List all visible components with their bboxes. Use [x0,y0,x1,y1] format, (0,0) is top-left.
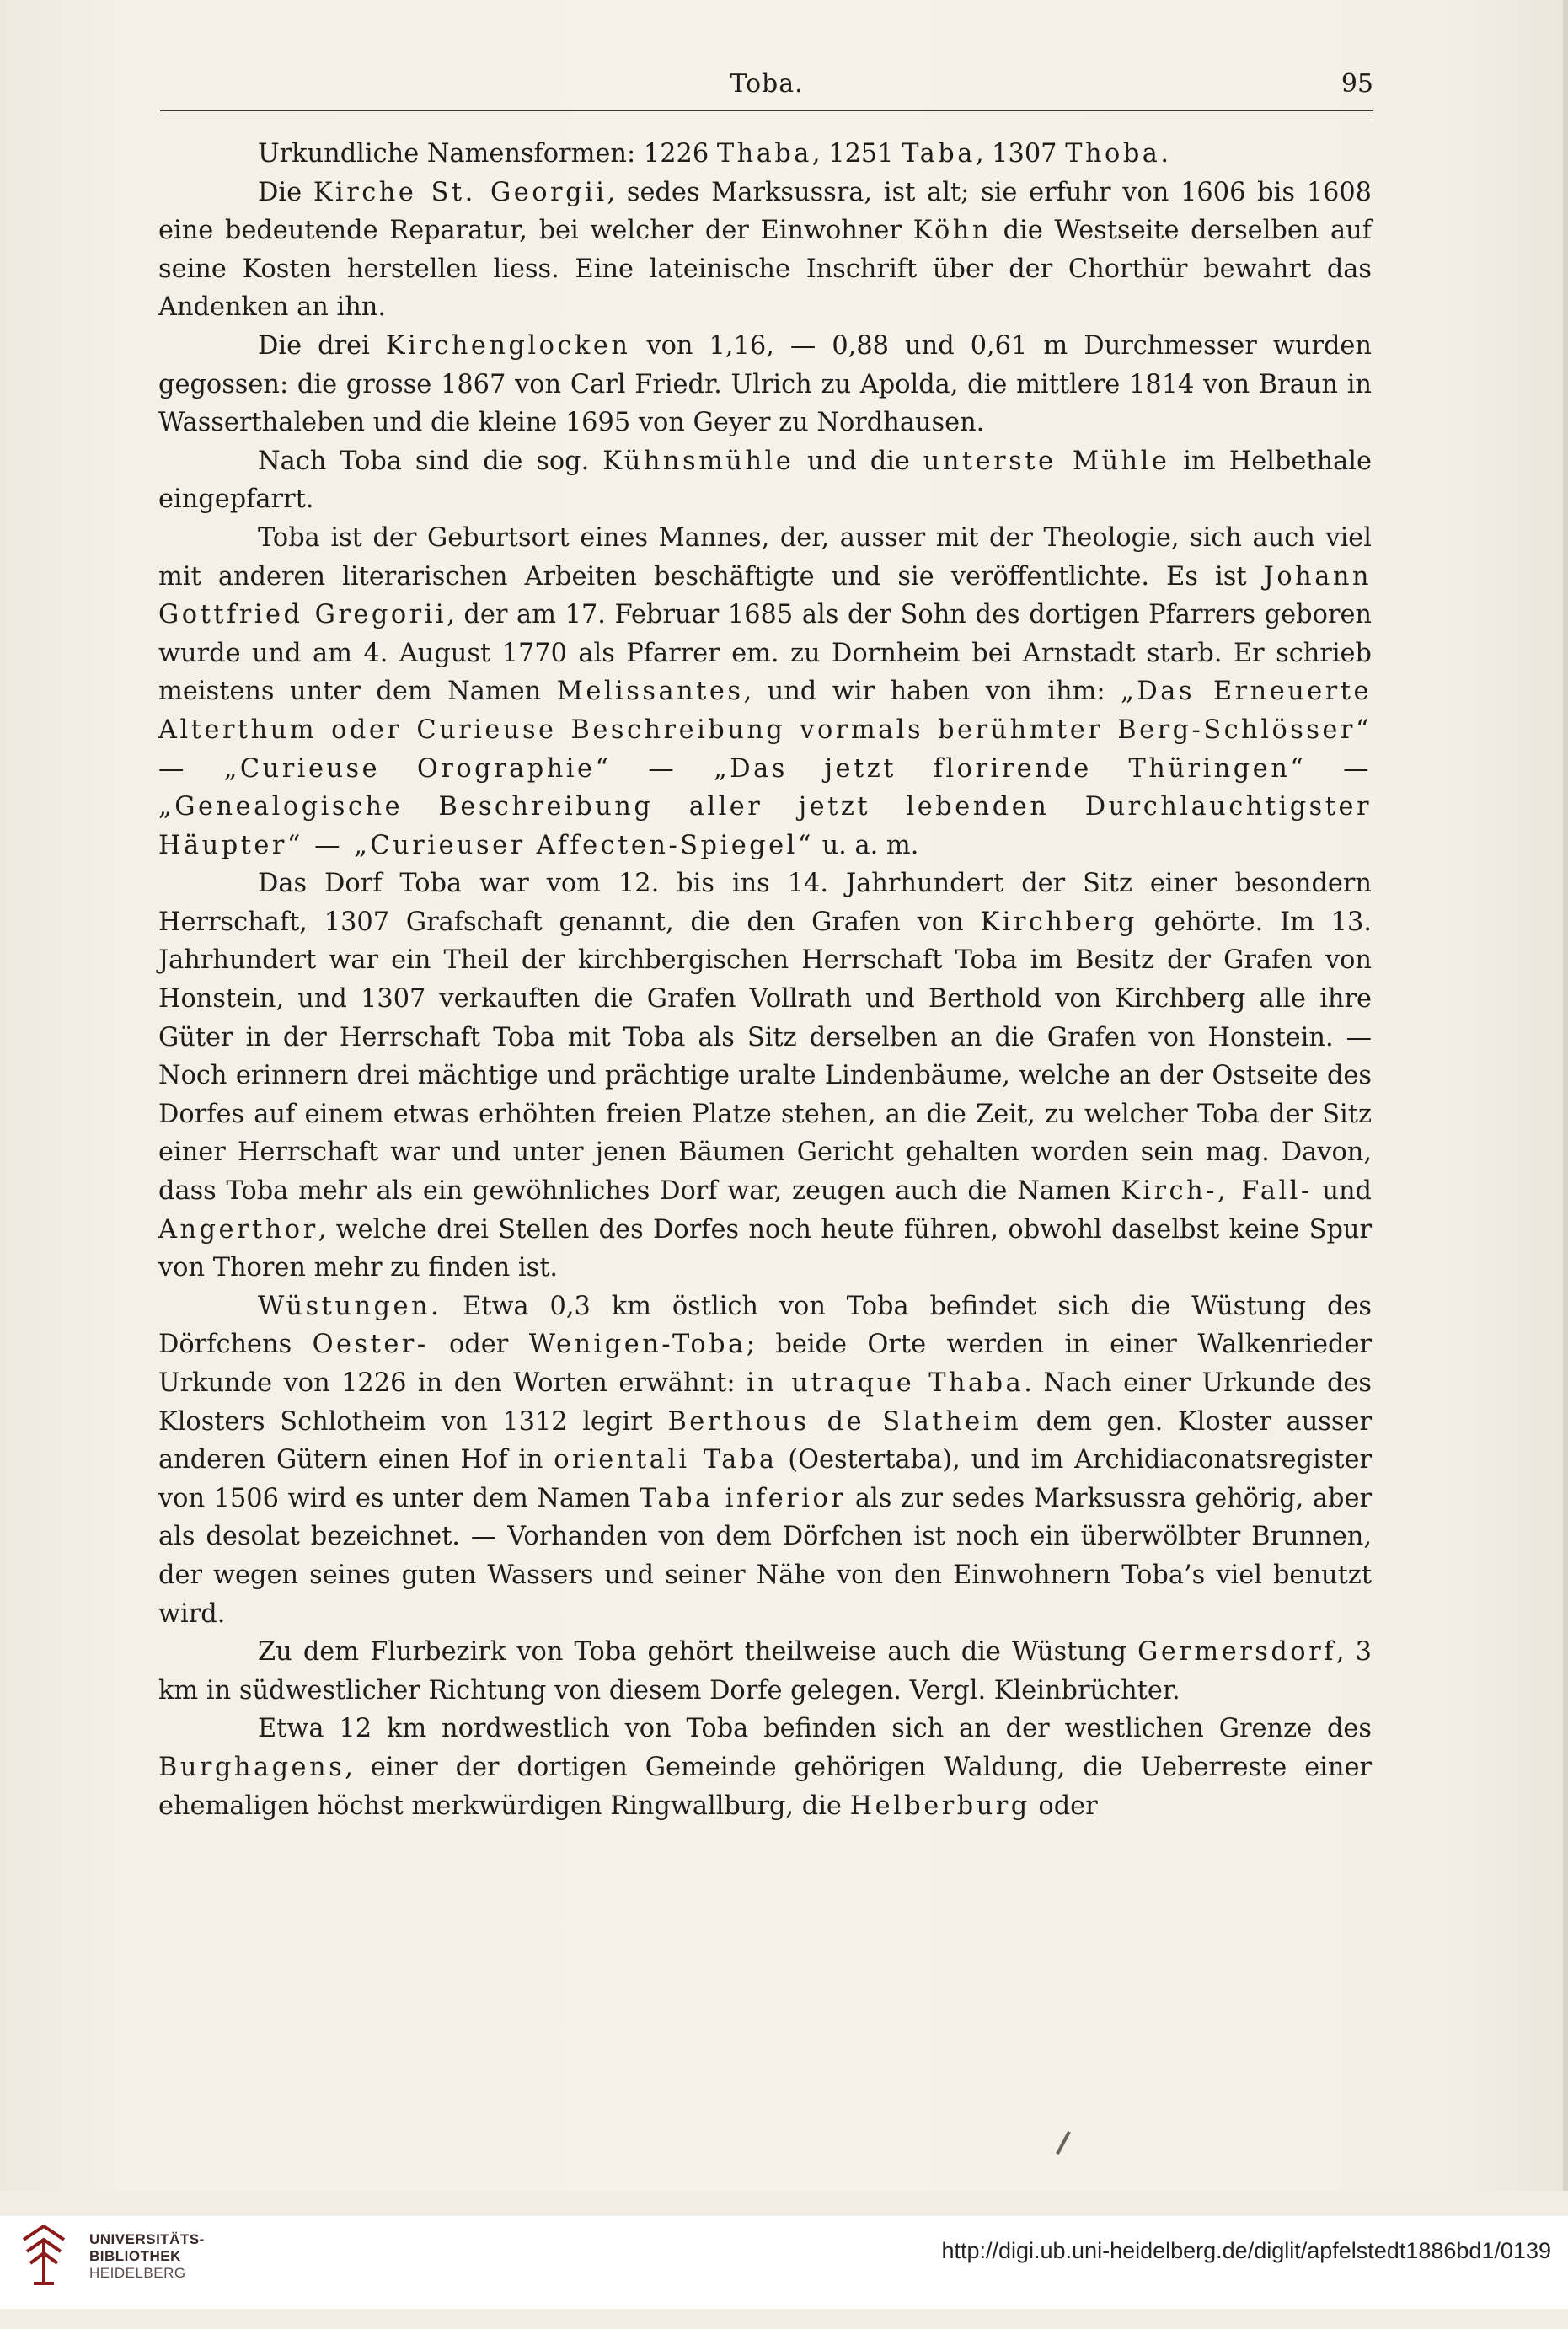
spaced-emphasis-text: Köhn [912,216,992,246]
paragraph [158,1710,1372,1825]
spaced-emphasis-text: Taba inferior [640,1483,847,1513]
text-run: im Helbethale eingepfarrt. [158,446,1372,515]
digitization-footer [0,2216,1568,2309]
text-run: Das Dorf Toba war vom 12. bis ins 14. Jahrhundert der Sitz einer besondern Herrschaft, 1307 Grafschaft genannt, die den Grafen von [158,869,1372,937]
stray-pencil-mark [1056,2131,1071,2155]
paragraph [158,1633,1372,1710]
text-run: , der am 17. Februar 1685 als der Sohn des dortigen Pfarrers geboren wurde und am 4. August 1770 als Pfarrer em. zu Dornheim bei Arnstadt starb. Er schrieb meistens unter dem Namen [158,600,1372,707]
ub-heidelberg-logo-icon [19,2223,69,2287]
paragraph [158,519,1372,865]
spaced-emphasis-text: Melissantes [556,677,744,707]
text-run: , 1251 [811,139,902,169]
paragraph [158,865,1372,1288]
page-number: 95 [1341,69,1373,99]
text-run: ; beide Orte werden in einer Walkenrieder Urkunde von 1226 in den Worten erwähnt: [158,1330,1372,1398]
spaced-emphasis-text: Thaba [716,139,812,169]
library-line-2: BIBLIOTHEK [89,2248,181,2264]
page-edge [1563,0,1568,2191]
text-run: , sedes Marksussra, ist alt; sie erfuhr von 1606 bis 1608 eine bedeutende Reparatur, bei welcher der Einwohner [158,177,1372,246]
paragraph [158,327,1372,442]
text-run: als zur sedes Marksussra gehörig, aber als desolat bezeichnet. — Vorhanden von dem Dörfchen ist noch ein überwölbter Brunnen, der wegen seines guten Wassers und seiner Nähe von den Einwohnern Toba’s viel benutzt wird. [158,1483,1373,1629]
text-run: (Oestertaba), und im Archidiaconatsregister von 1506 wird es unter dem Namen [158,1445,1372,1513]
spaced-emphasis-text: Kühnsmühle [602,446,795,476]
text-run: Nach Toba sind die sog. [258,446,603,476]
spaced-emphasis-text: unterste Mühle [923,446,1170,476]
paragraph [158,442,1372,519]
source-url-link[interactable]: http://digi.ub.uni-heidelberg.de/diglit/apfelstedt1886bd1/0139 [941,2238,1551,2263]
text-run: Zu dem Flurbezirk von Toba gehört theilweise auch die Wüstung [258,1637,1138,1668]
text-run: , einer der dortigen Gemeinde gehörigen Waldung, die Ueberreste einer ehemaligen höchst merkwürdigen Ringwallburg, die [158,1752,1372,1821]
text-run: Toba ist der Geburtsort eines Mannes, der, ausser mit der Theologie, sich auch viel mit anderen literarischen Arbeiten beschäftigte und sie veröffentlichte. Es ist [158,522,1372,592]
spaced-emphasis-text: Kirche St. Georgii [313,177,607,207]
body-text [158,135,1372,1825]
spaced-emphasis-text: Berthous de Slatheim [667,1406,1022,1437]
spaced-emphasis-text: Kirchberg [980,907,1137,937]
paragraph [158,135,1372,174]
spaced-emphasis-text: Thoba [1065,139,1161,169]
text-run: die Westseite derselben auf seine Kosten herstellen liess. Eine lateinische Inschrift über der Chorthür bewahrt das Andenken an ihn. [158,216,1372,323]
spaced-emphasis-text: Taba [902,139,976,169]
text-run: . [1160,139,1169,169]
text-run: dem gen. Kloster ausser anderen Gütern einen Hof in [158,1406,1372,1475]
text-run: , welche drei Stellen des Dorfes noch heute führen, obwohl daselbst keine Spur von Thoren mehr zu finden ist. [158,1214,1372,1283]
library-line-1: UNIVERSITÄTS- [89,2231,205,2247]
text-run: oder [428,1330,529,1360]
text-run: Etwa 0,3 km östlich von Toba befindet sich die Wüstung des Dörfchens [158,1291,1372,1360]
text-run: und [1312,1176,1373,1207]
running-title: Toba. [730,69,804,99]
spaced-emphasis-text: orientali Taba [554,1445,778,1475]
header-rule [160,110,1373,111]
text-run: Etwa 12 km nordwestlich von Toba befinden sich an der westlichen Grenze des [258,1714,1372,1744]
spaced-emphasis-text: in utraque Thaba [747,1368,1025,1398]
library-name [89,2231,205,2282]
running-head [160,69,1373,111]
spaced-emphasis-text: Kirchenglocken [385,330,631,361]
text-run: und die [794,446,923,476]
spaced-emphasis-text: Johann Gottfried Gregorii [158,561,1372,630]
text-run: von 1,16, — 0,88 und 0,61 m Durchmesser wurden gegossen: die grosse 1867 von Carl Friedr. Ulrich zu Apolda, die mittlere 1814 von Braun in Wasserthaleben und die kleine 1695 von Geyer zu Nordhausen. [158,330,1372,438]
text-run: , 3 km in südwestlicher Richtung von diesem Dorfe gelegen. Vergl. Kleinbrüchter. [158,1637,1373,1705]
text-run: . Nach einer Urkunde des Klosters Schlotheim von 1312 legirt [158,1368,1372,1437]
spaced-emphasis-text: Burghagens [158,1752,345,1782]
library-line-3: HEIDELBERG [89,2265,186,2281]
spaced-emphasis-text: Angerthor [158,1214,318,1245]
text-run: , 1307 [975,139,1066,169]
text-run: oder [1030,1791,1098,1821]
text-run: , und wir haben von ihm: [743,677,1121,707]
paragraph [158,174,1372,327]
text-run: u. a. m. [813,830,919,860]
spaced-emphasis-text: Wüstungen. [258,1291,442,1321]
spaced-emphasis-text: Kirch-, Fall- [1121,1176,1313,1207]
text-run: Urkundliche Namensformen: 1226 [258,139,717,169]
spaced-emphasis-text: Oester- [312,1330,429,1360]
text-run: Die drei [258,330,386,361]
spaced-emphasis-text: „Das Erneuerte Alterthum oder Curieuse Beschreibung vormals berühmter Berg-Schlösser“ — „Curieuse Orographie“ — „Das jetzt florirende Thüringen“ — „Genealogische Beschreibung aller jetzt lebenden Durchlauchtigster Häupter“ — „Curieuser Affecten-Spiegel“ [158,677,1373,860]
text-run: Die [258,177,313,207]
spaced-emphasis-text: Germersdorf [1137,1637,1336,1668]
spaced-emphasis-text: Wenigen-Toba [528,1330,747,1360]
paragraph [158,1288,1372,1633]
spaced-emphasis-text: Helberburg [849,1791,1030,1821]
text-run: gehörte. Im 13. Jahrhundert war ein Theil der kirchbergischen Herrschaft Toba im Besitz der Grafen von Honstein, und 1307 verkauften die Grafen Vollrath und Berthold von Kirchberg alle ihre Güter in der Herrschaft Toba mit Toba als Sitz derselben an die Grafen von Honstein. — Noch erinnern drei mächtige und prächtige uralte Lindenbäume, welche an der Ostseite des Dorfes auf einem etwas erhöhten freien Platze stehen, an die Zeit, zu welcher Toba der Sitz einer Herrschaft war und unter jenen Bäumen Gericht gehalten worden sein mag. Davon, dass Toba mehr als ein gewöhnliches Dorf war, zeugen auch die Namen [158,907,1372,1207]
